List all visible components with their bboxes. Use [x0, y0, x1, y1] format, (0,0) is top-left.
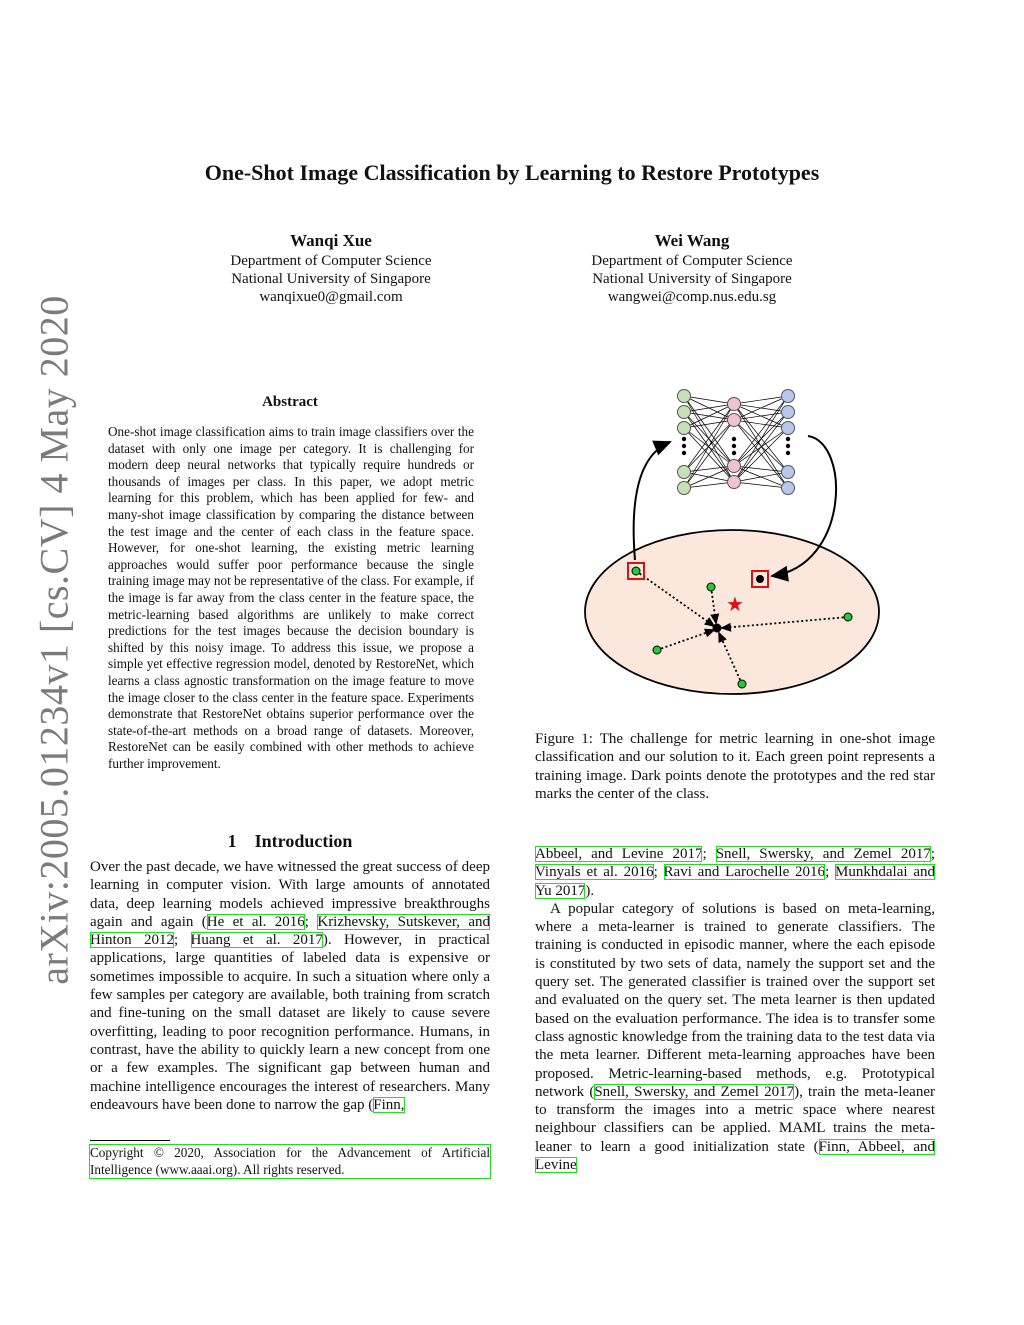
neural-network: [678, 390, 795, 495]
paper-title: One-Shot Image Classification by Learning to Restore Prototypes: [204, 160, 820, 185]
figure-caption: Figure 1: The challenge for metric learning in one-shot image classification and our solution to it. Each green point represents a training image. Dark points denote the prototypes and the red star marks the center of the class.: [535, 731, 935, 802]
paragraph-text: ).: [585, 882, 595, 899]
citation-link[interactable]: Munkhdalai and Yu 2017: [535, 864, 935, 899]
citation-link[interactable]: Krizhevsky, Sutskever, and Hinton 2012: [90, 913, 491, 949]
network-edge: [684, 404, 734, 412]
paragraph-text: ), train the meta-leaner to transform the images into a metric space where nearest neighbour classifiers can be applied. MAML trains the meta-leaner to learn a good initialization state (: [535, 1083, 935, 1155]
figure-1-diagram: [560, 380, 910, 710]
network-edge: [684, 420, 734, 428]
citation-separator: ;: [930, 846, 935, 862]
network-node-layer-3: [782, 466, 795, 479]
author-email: wangwei@comp.nus.edu.sg: [607, 289, 777, 305]
network-node-layer-1: [678, 482, 691, 495]
citation-link[interactable]: He et al. 2016: [206, 913, 305, 930]
training-point: [707, 583, 715, 591]
network-node-layer-3: [782, 406, 795, 419]
citation-link[interactable]: Ravi and Larochelle 2016: [663, 864, 826, 881]
intro-text: ). However, in practical applications, large quantities of labeled data is expensive or sometimes impossible to acquire. In such a situation where only a few samples per category are available, both training from scratch and fine-tuning on the small dataset are likely to cause severe overfitting, leading to poor recognition performance. Humans, in contrast, have the ability to quickly learn a new concept from one or a few examples. The significant gap between human and machine intelligence encourages the interest of researchers. Many endeavours have been done to narrow the gap (: [90, 932, 491, 1113]
network-node-layer-3: [782, 422, 795, 435]
author-name: Wei Wang: [654, 231, 730, 250]
author-block-1: [151, 232, 511, 306]
citation-link[interactable]: Finn, Abbeel, and Levine: [535, 1138, 935, 1174]
paragraph: [535, 900, 935, 1174]
citation-link[interactable]: Snell, Swersky, and Zemel 2017: [594, 1083, 795, 1100]
paragraph-text: A popular category of solutions is based on meta-learning, where a meta-learner is trained to generate classifiers. The training is conducted in episodic manner, where the each episode is constituted by two sets of data, namely the support set and the query set. The generated classifier is trained over the support set and evaluated on the query set. The meta learner is then updated based on the evaluation performance. The idea is to transfer some class agnostic knowledge from the training data to the test data via the meta learner. Different meta-learning approaches have been proposed. Metric-learning-based methods, e.g. Prototypical network (: [535, 900, 935, 1100]
training-point: [632, 567, 640, 575]
class-center-star: ★: [726, 592, 744, 616]
intro-text: Over the past decade, we have witnessed the great success of deep learning in computer vision. With large amounts of annotated data, deep learning models achieved impressive breakthroughs again and again (: [90, 859, 490, 930]
citation-separator: ;: [653, 864, 664, 881]
network-node-layer-2: [728, 414, 741, 427]
author-department: Department of Computer Science: [591, 253, 793, 269]
network-node-layer-2: [728, 398, 741, 411]
network-edge: [684, 420, 734, 488]
network-edge: [734, 396, 788, 420]
network-edge: [684, 396, 734, 404]
network-edge: [734, 404, 788, 472]
network-edge: [734, 420, 788, 428]
restored-prototype-point: [756, 575, 764, 583]
training-point: [738, 680, 746, 688]
training-point: [653, 646, 661, 654]
author-department: Department of Computer Science: [230, 253, 432, 269]
prototype-point: [713, 624, 722, 633]
citation-link[interactable]: Huang et al. 2017: [190, 932, 323, 949]
network-node-layer-3: [782, 390, 795, 403]
network-node-layer-1: [678, 406, 691, 419]
arxiv-identifier: arXiv:2005.01234v1 [cs.CV] 4 May 2020: [31, 295, 77, 985]
network-edge: [734, 420, 788, 488]
network-edge: [734, 396, 788, 404]
network-node-layer-1: [678, 390, 691, 403]
section-title: Introduction: [254, 831, 353, 851]
section-number: 1: [227, 831, 237, 851]
network-edge: [734, 396, 788, 466]
network-edge: [684, 428, 734, 466]
citation-link[interactable]: Snell, Swersky, and Zemel 2017: [715, 846, 931, 862]
network-node-layer-2: [728, 460, 741, 473]
citation-separator: ;: [702, 846, 716, 862]
figure-1: [560, 380, 910, 710]
citation-link[interactable]: Abbeel, and Levine 2017: [535, 846, 703, 862]
right-column-text: [535, 845, 935, 1174]
author-university: National University of Singapore: [231, 271, 431, 287]
footnote-rule: [90, 1140, 170, 1141]
training-point: [844, 613, 852, 621]
citation-link[interactable]: Finn,: [373, 1096, 405, 1113]
network-edge: [734, 412, 788, 482]
author-email: wanqixue0@gmail.com: [259, 289, 403, 305]
network-node-layer-1: [678, 466, 691, 479]
author-block-2: [512, 232, 872, 306]
citation-separator: ;: [304, 913, 318, 930]
citation-separator: ;: [825, 864, 836, 881]
network-edge: [734, 420, 788, 472]
introduction-paragraph: [90, 858, 490, 1114]
network-edge: [684, 412, 734, 466]
network-node-layer-3: [782, 482, 795, 495]
abstract-heading: Abstract: [262, 394, 318, 410]
network-node-layer-2: [728, 476, 741, 489]
section-heading-introduction: [90, 831, 490, 852]
paragraph: [535, 845, 935, 900]
copyright-footnote[interactable]: Copyright © 2020, Association for the Advancement of Artificial Intelligence (www.aaai.org). All rights reserved.: [90, 1145, 490, 1177]
author-name: Wanqi Xue: [290, 231, 372, 250]
citation-link[interactable]: Vinyals et al. 2016: [535, 864, 654, 881]
citation-separator: ;: [174, 932, 191, 949]
network-edge: [684, 404, 734, 488]
network-node-layer-1: [678, 422, 691, 435]
author-university: National University of Singapore: [592, 271, 792, 287]
network-edge: [684, 404, 734, 472]
abstract-text: One-shot image classification aims to train image classifiers over the dataset with only one image per category. It is challenging for modern deep neural networks that typically require hundreds or thousands of images per class. In this paper, we adopt metric learning for this problem, which has been applied for few- and many-shot image classification by comparing the distance between the test image and the center of each class in the feature space. However, for one-shot learning, the existing metric learning approaches would suffer poor performance because the single training image may not be representative of the class. For example, if the image is far away from the class center in the feature space, the metric-learning based algorithms are unlikely to make correct predictions for the test images because the decision boundary is shifted by this noisy image. To address this issue, we propose a simple yet effective regression model, denoted by RestoreNet, which learns a class agnostic transformation on the image feature to move the image closer to the class center in the feature space. Experiments demonstrate that RestoreNet obtains superior performance over the state-of-the-art methods on a broad range of datasets. Moreover, RestoreNet can be easily combined with other methods to achieve further improvement.: [108, 424, 474, 771]
